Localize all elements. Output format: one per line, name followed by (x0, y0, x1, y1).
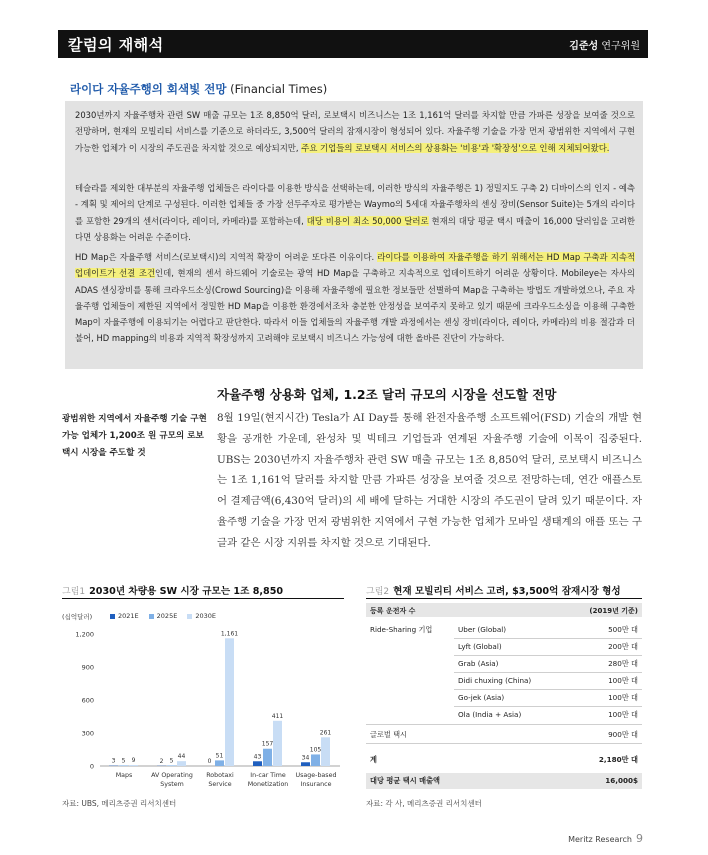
table-header (366, 603, 642, 617)
figure1-title (62, 583, 283, 597)
data-label: 5 (169, 757, 174, 765)
table-row (366, 672, 642, 689)
data-label: 1,161 (220, 630, 239, 638)
bar-2025e (119, 765, 128, 766)
section-title-text: 라이다 자율주행의 회색빛 전망 (70, 82, 227, 96)
group-label: Ride-Sharing 기업 (370, 625, 433, 634)
driver-count: 100만 대 (608, 693, 638, 702)
section-source: (Financial Times) (230, 82, 328, 96)
x-tick-label: Monetization (247, 781, 289, 788)
total-label: 계 (370, 755, 377, 764)
data-label: 0 (207, 758, 212, 765)
body-text: 8월 19일(현지시간) Tesla가 AI Day를 통해 완전자율주행 소프트웨어(FSD) 기술의 개발 현황을 공개한 가운데, 완성차 및 빅테크 기업들과 연계된 자율주행 기술에 이목이 집중된다. UBS는 2030년까지 자율주행차 관련 SW 매출 규모는 1조 8,850억 달러, 로보택시 비즈니스는 1조 1,161억 달러를 차지할 만큼 가파른 성장을 보여줄 것으로 전망하는데, 연간 애플스토어 결제금액(6,430억 달러)의 세 배에 달하는 거대한 시장의 주도권이 달려 있기 때문이다. 자율주행 기술을 가장 먼저 광범위한 지역에서 구현 가능한 업체가 모바일 생태계의 애플 또는 구글과 같은 시장 지위를 차지할 것으로 기대된다. (217, 412, 642, 549)
y-tick-label: 1,200 (75, 630, 94, 639)
figure1-label: 그림1 (62, 587, 86, 597)
data-label: 261 (319, 729, 332, 737)
row-divider (366, 724, 642, 725)
page-number: 9 (636, 832, 643, 845)
x-tick-label: AV Operating (151, 772, 193, 779)
avg-value: 16,000$ (605, 776, 638, 785)
y-tick-label: 900 (81, 663, 94, 672)
bar-chart (62, 604, 344, 796)
summary-box (65, 101, 643, 369)
data-label: 157 (261, 740, 274, 748)
figure1-title-text: 2030년 차량용 SW 시장 규모는 1조 8,850 (89, 586, 284, 597)
footer (568, 832, 643, 845)
x-tick-label: System (160, 781, 184, 788)
author-name: 김준성 (569, 41, 599, 52)
p2-text-end: 현재의 대당 평균 택시 매출이 16,000 달러임을 고려한다면 상용화는 어려운 수준이다. (75, 215, 635, 242)
header-bar (58, 30, 648, 58)
data-label: 5 (121, 757, 126, 765)
total-row (366, 751, 642, 768)
legend-label-2025e: 2025E (156, 612, 178, 620)
bar-2030e (273, 721, 282, 766)
row-divider (366, 743, 642, 744)
avg-row (366, 773, 642, 789)
company-name: Didi chuxing (China) (458, 676, 532, 685)
bar-2025e (311, 754, 320, 766)
table-row (366, 706, 642, 723)
column-title: 칼럼의 재해석 (68, 36, 164, 54)
x-tick-label: Maps (115, 772, 133, 779)
data-label: 9 (131, 757, 136, 765)
global-taxi-label: 글로벌 택시 (370, 730, 408, 739)
p1-text: 2030년까지 자율주행차 관련 SW 매출 규모는 1조 8,850억 달러, 로보택시 비즈니스는 1조 1,161억 달러를 차지할 만큼 가파른 성장을 보여줄 것으로 전망하며, 현재의 모빌리티 서비스를 기준으로 하더라도, 3,500억 달러의 잠재시장이 형성되어 있다. 자율주행 기술을 가장 먼저 광범위한 지역에서 구현 가능한 업체가 이 시장의 주도권을 차지할 것으로 예상되지만, (75, 110, 635, 153)
summary-paragraph-2 (75, 180, 635, 245)
table-row (366, 655, 642, 672)
driver-count: 100만 대 (608, 676, 638, 685)
bar-2030e (225, 638, 234, 766)
summary-paragraph-1 (75, 107, 635, 156)
bar-2021e (253, 761, 262, 766)
main-heading: 자율주행 상용화 업체, 1.2조 달러 규모의 시장을 선도할 전망 (217, 387, 557, 402)
data-label: 44 (177, 753, 186, 761)
chart-svg (62, 604, 344, 796)
data-label: 105 (309, 746, 322, 754)
x-tick-label: Service (208, 781, 232, 788)
footer-brand: Meritz Research (568, 835, 632, 844)
author-title: 연구위원 (601, 41, 640, 52)
table-row (366, 726, 642, 743)
author (569, 37, 640, 52)
x-tick-label: In-car Time (250, 772, 286, 779)
data-label: 2 (159, 757, 164, 765)
side-note: 광범위한 지역에서 자율주행 기술 구현 가능 업체가 1,200조 원 규모의 로보택시 시장을 주도할 것 (62, 414, 207, 458)
p2-text: 테슬라를 제외한 대부분의 자율주행 업체들은 라이다를 이용한 방식을 선택하는데, 이러한 방식의 자율주행은 1) 정밀지도 구축 2) 디바이스의 인지 - 예측 - 계획 및 제어의 단계로 구성된다. 이러한 업체들 중 가장 선두주자로 평가받는 Waymo의 5세대 자율주행차의 센싱 장비(Sensor Suite)는 5개의 라이다를 포함한 29개의 센서(라이다, 레이더, 카메라)를 포함하는데, (75, 183, 635, 226)
x-tick-label: Insurance (300, 781, 332, 788)
company-name: Lyft (Global) (458, 642, 502, 651)
x-tick-label: Robotaxi (206, 772, 234, 779)
table-header-right: (2019년 기준) (589, 607, 638, 615)
company-name: Uber (Global) (458, 625, 507, 634)
data-label: 34 (301, 754, 310, 762)
figure1-rule (62, 598, 344, 599)
driver-count: 280만 대 (608, 659, 638, 668)
figure2-title-text: 현재 모빌리티 서비스 고려, $3,500억 잠재시장 형성 (393, 586, 621, 597)
data-label: 43 (253, 753, 262, 761)
p3-text-end: 인데, 현재의 센서 하드웨어 기술로는 광역 HD Map을 구축하고 지속적으로 업데이트하기 어려운 상황이다. Mobileye는 자사의 ADAS 센싱장비를 통해 크라우드소싱(Crowd Sourcing)을 이용해 자율주행에 필요한 정보들만 선별하여 Map을 구축하는 방법도 개발하였으나, 주요 자율주행 업체들이 제한된 지역에서 정밀한 HD Map을 이용한 환경에서조차 충분한 안정성을 보여주지 못하고 있기 때문에 크라우드소싱을 이용해 구축한 Map이 자율주행에 이용되기는 어렵다고 판단한다. 따라서 이들 업체들의 자율주행 개발 과정에서는 센싱 장비(라이다, 레이다, 카메라)의 비용 절감과 더불어, HD mapping의 비용과 지역적 확장성까지 고려해야 로보택시 비즈니스 가능성에 대한 올바른 진단이 가능하다. (75, 268, 635, 344)
legend-label-2030e: 2030E (195, 612, 216, 620)
y-tick-label: 600 (81, 696, 94, 705)
p2-highlight: 대당 비용이 최소 50,000 달러로 (306, 215, 429, 226)
table-header-left: 등록 운전자 수 (370, 607, 416, 615)
driver-count: 500만 대 (608, 625, 638, 634)
y-tick-label: 300 (81, 729, 94, 738)
company-name: Grab (Asia) (458, 659, 499, 668)
table-row (366, 621, 642, 638)
bar-2025e (215, 760, 224, 766)
company-name: Ola (India + Asia) (458, 710, 522, 719)
figure1-source: 자료: UBS, 메리츠증권 리서치센터 (62, 799, 177, 808)
y-tick-label: 0 (89, 762, 94, 771)
bar-2030e (321, 737, 330, 766)
figure2-source: 자료: 각 사, 메리츠증권 리서치센터 (366, 799, 482, 808)
summary-paragraph-3 (75, 249, 635, 347)
figure2-rule (366, 598, 642, 599)
x-tick-label: Usage-based (295, 772, 337, 779)
driver-count: 100만 대 (608, 710, 638, 719)
chart-unit-label: (십억달러) (62, 613, 93, 621)
bar-2030e (129, 765, 138, 766)
p3-text: HD Map은 자율주행 서비스(로보택시)의 지역적 확장이 어려운 또다른 이유이다. (75, 252, 378, 262)
bar-2030e (177, 761, 186, 766)
section-title (70, 81, 327, 97)
figure2-label: 그림2 (366, 587, 390, 597)
table-row (366, 689, 642, 706)
legend-label-2021e: 2021E (118, 612, 139, 620)
bar-2025e (167, 765, 176, 766)
driver-count: 200만 대 (608, 642, 638, 651)
p3-highlight: 라이다를 이용하여 자율주행을 하기 위해서는 HD Map 구축과 지속적 업데이트가 선결 조건 (75, 252, 635, 279)
bar-2025e (263, 749, 272, 766)
data-label: 3 (111, 757, 116, 765)
data-label: 411 (271, 712, 284, 720)
avg-label: 대당 평균 택시 매출액 (370, 776, 440, 785)
company-name: Go-jek (Asia) (458, 693, 505, 702)
table-row (366, 638, 642, 655)
p1-highlight: 주요 기업들의 로보택시 서비스의 상용화는 '비용'과 '확장성'으로 인해 지체되어왔다. (301, 142, 610, 153)
total-value: 2,180만 대 (598, 755, 638, 764)
bar-2021e (301, 762, 310, 766)
figure2-title (366, 583, 621, 597)
global-taxi-value: 900만 대 (608, 730, 638, 739)
data-label: 51 (215, 752, 224, 760)
